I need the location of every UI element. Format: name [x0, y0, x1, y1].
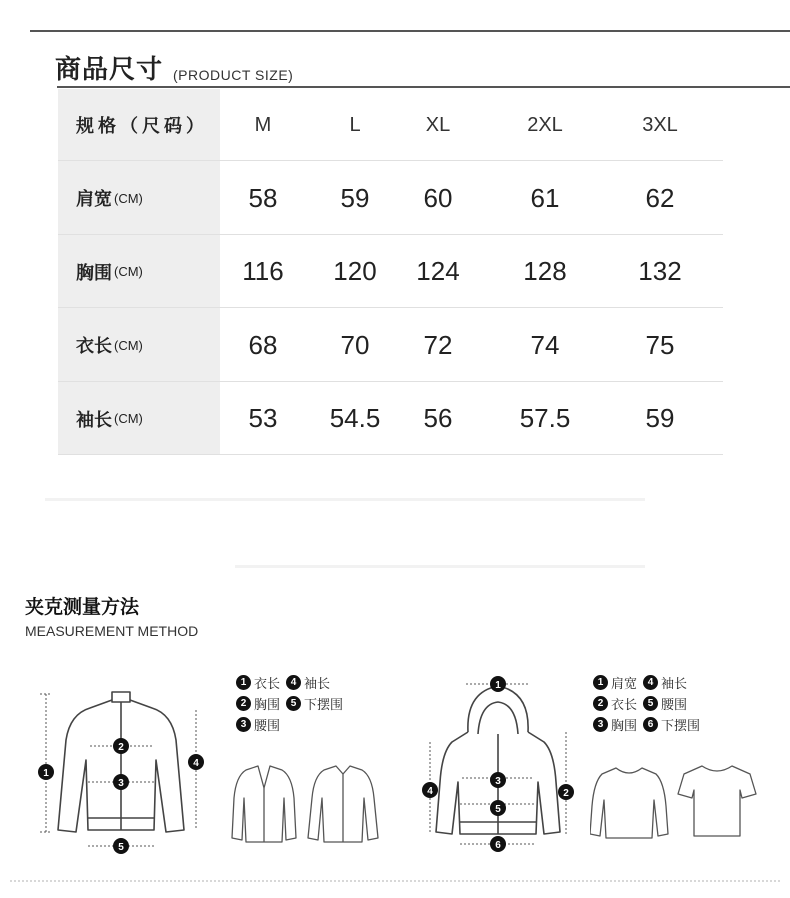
row-label-text: 袖长	[76, 409, 112, 431]
marker-number: 1	[236, 675, 251, 690]
legend-label: 肩宽	[611, 677, 638, 692]
jacket-sketches	[228, 758, 388, 848]
table-cell: 58	[248, 182, 278, 213]
row-label	[58, 161, 220, 235]
legend-item	[236, 715, 280, 734]
table-row	[58, 308, 723, 382]
header-divider	[57, 86, 790, 88]
size-header: 3XL	[642, 113, 678, 136]
row-label-text: 肩宽	[76, 189, 112, 210]
legend-label: 衣长	[254, 677, 281, 692]
row-label	[58, 235, 220, 308]
unit-label: (CM)	[114, 411, 143, 426]
marker-2-label: 2	[118, 742, 124, 753]
hoodie-legend	[593, 673, 700, 734]
table-cell: 72	[423, 329, 453, 360]
table-cell: 124	[416, 256, 460, 286]
section-title: 商品尺寸	[55, 55, 164, 85]
table-cell: 57.5	[519, 403, 571, 433]
row-label-text: 胸围	[76, 262, 112, 284]
table-cell: 120	[333, 256, 377, 286]
legend-label: 衣长	[611, 698, 638, 713]
table-cell: 74	[530, 329, 560, 360]
table-cell: 53	[248, 403, 278, 433]
faint-divider	[45, 498, 645, 501]
row-divider	[58, 454, 723, 455]
marker-6-label: 6	[495, 840, 501, 851]
legend-label: 袖长	[304, 677, 331, 692]
jacket-measurement-diagram	[30, 680, 220, 860]
marker-number: 3	[236, 717, 251, 732]
method-title: 夹克测量方法	[25, 596, 140, 618]
table-row	[58, 382, 723, 455]
marker-4-label: 4	[193, 758, 199, 769]
size-header: 2XL	[527, 113, 563, 136]
section-header	[55, 42, 293, 86]
marker-number: 2	[593, 696, 608, 711]
row-label	[58, 308, 220, 382]
legend-item	[593, 715, 637, 734]
marker-2-label: 2	[563, 788, 569, 799]
table-cell: 68	[248, 329, 278, 360]
size-header: XL	[425, 113, 451, 136]
size-table	[58, 89, 723, 455]
jacket-outline-icon	[58, 692, 184, 832]
legend-item	[286, 694, 343, 713]
tshirt-sketch-icon	[678, 766, 756, 836]
legend-item	[593, 673, 637, 692]
legend-label: 腰围	[254, 719, 281, 734]
marker-5-label: 5	[118, 842, 124, 853]
legend-item	[236, 673, 280, 692]
size-header: M	[254, 113, 272, 136]
table-cell: 62	[645, 182, 675, 213]
faint-divider	[235, 565, 645, 568]
table-cell: 59	[645, 403, 675, 433]
marker-number: 1	[593, 675, 608, 690]
long-sleeve-sketch-icon	[590, 768, 668, 838]
legend-label: 下摆围	[304, 698, 344, 713]
marker-number: 4	[286, 675, 301, 690]
legend-item	[643, 694, 700, 713]
legend-label: 下摆围	[661, 719, 701, 734]
row-label-text: 衣长	[76, 336, 112, 357]
legend-item	[593, 694, 637, 713]
table-cell: 70	[340, 329, 370, 360]
table-cell: 132	[638, 256, 682, 286]
tee-sketches	[590, 760, 760, 840]
unit-label: (CM)	[114, 337, 143, 353]
unit-label: (CM)	[114, 264, 143, 279]
marker-1-label: 1	[495, 680, 501, 691]
hoodie-measurement-diagram	[418, 672, 588, 857]
size-header: L	[349, 113, 361, 136]
legend-label: 袖长	[661, 677, 688, 692]
table-cell: 59	[340, 182, 370, 213]
jacket-legend	[236, 673, 343, 734]
table-cell: 75	[645, 329, 675, 360]
table-row	[58, 161, 723, 235]
marker-1-label: 1	[43, 768, 49, 779]
section-subtitle: (PRODUCT SIZE)	[173, 67, 294, 83]
shirt-jacket-sketch-icon	[308, 766, 378, 842]
legend-label: 胸围	[254, 698, 281, 713]
marker-number: 5	[643, 696, 658, 711]
marker-3-label: 3	[495, 776, 501, 787]
method-subtitle: MEASUREMENT METHOD	[25, 623, 199, 639]
marker-number: 4	[643, 675, 658, 690]
blazer-sketch-icon	[232, 766, 296, 842]
table-cell: 56	[423, 403, 453, 433]
legend-item	[643, 673, 700, 692]
legend-label: 胸围	[611, 719, 638, 734]
table-cell: 54.5	[329, 403, 381, 433]
unit-label: (CM)	[114, 190, 143, 206]
table-row	[58, 235, 723, 308]
table-cell: 60	[423, 182, 453, 213]
marker-number: 3	[593, 717, 608, 732]
bottom-divider	[10, 880, 780, 882]
marker-3-label: 3	[118, 778, 124, 789]
marker-number: 5	[286, 696, 301, 711]
marker-5-label: 5	[495, 804, 501, 815]
spec-label: 规格（尺码）	[58, 89, 220, 161]
marker-number: 6	[643, 717, 658, 732]
marker-4-label: 4	[427, 786, 433, 797]
table-cell: 116	[242, 256, 284, 286]
legend-item	[643, 715, 700, 734]
table-cell: 61	[530, 182, 560, 213]
legend-label: 腰围	[661, 698, 688, 713]
legend-item	[286, 673, 343, 692]
legend-item	[236, 694, 280, 713]
table-header-row	[58, 89, 723, 161]
marker-number: 2	[236, 696, 251, 711]
top-divider	[30, 30, 790, 32]
table-cell: 128	[523, 256, 567, 286]
row-label	[58, 382, 220, 455]
